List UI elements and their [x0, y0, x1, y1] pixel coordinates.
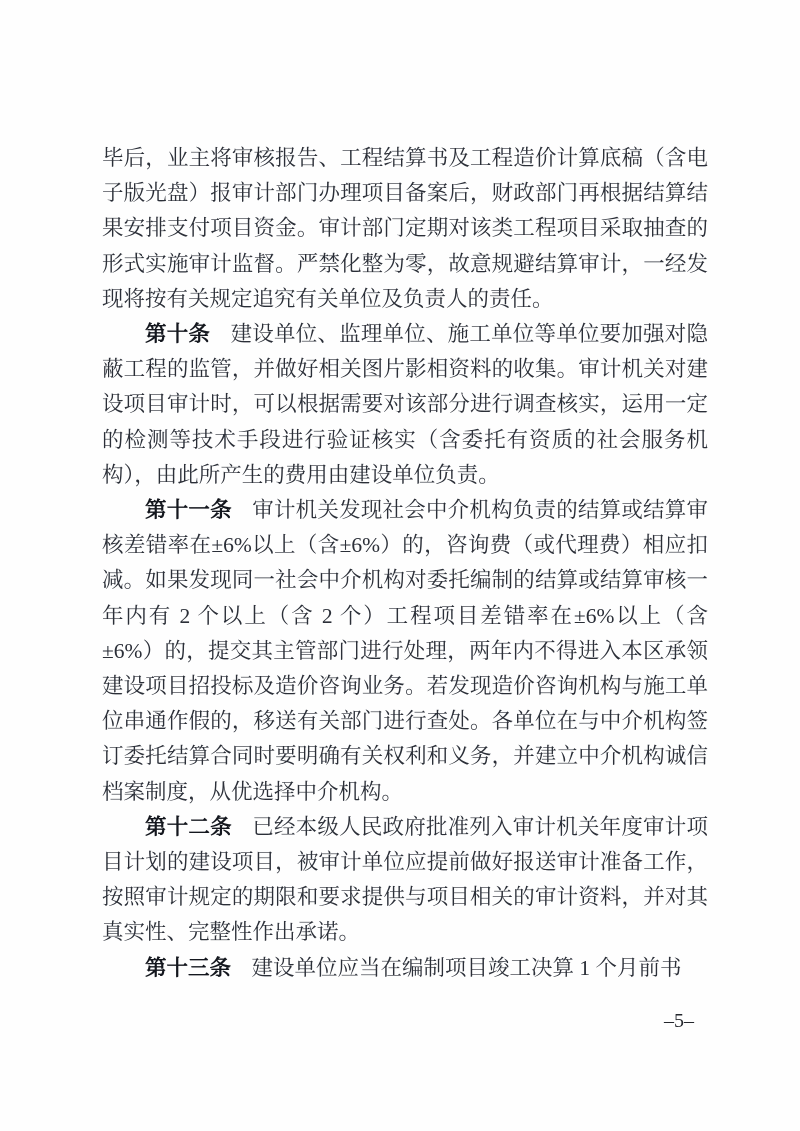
paragraph-text: 审计机关发现社会中介机构负责的结算或结算审核差错率在±6%以上（含±6%）的，咨询费（或代理费）相应扣减。如果发现同一社会中介机构对委托编制的结算或结算审核一年内有 2 个以上（含 2 个）工程项目差错率在±6%以上（含±6%）的，提交其主管部门进行处理，两年内不得进入本区承领建设项目招投标及造价咨询业务。若发现造价咨询机构与施工单位串通作假的，移送有关部门进行查处。各单位在与中介机构签订委托结算合同时要明确有关权利和义务，并建立中介机构诚信档案制度，从优选择中介机构。	[102, 498, 708, 804]
paragraph-article-12	[102, 810, 708, 951]
page-number: –5–	[664, 1010, 694, 1032]
article-heading: 第十三条	[145, 955, 232, 980]
paragraph-text: 建设单位、监理单位、施工单位等单位要加强对隐蔽工程的监管，并做好相关图片影相资料的收集。审计机关对建设项目审计时，可以根据需要对该部分进行调查核实，运用一定的检测等技术手段进行验证核实（含委托有资质的社会服务机构），由此所产生的费用由建设单位负责。	[102, 322, 708, 487]
article-heading: 第十条	[145, 322, 211, 347]
article-heading: 第十一条	[145, 498, 232, 523]
document-body	[102, 141, 708, 986]
paragraph-text: 已经本级人民政府批准列入审计机关年度审计项目计划的建设项目，被审计单位应提前做好报送审计准备工作，按照审计规定的期限和要求提供与项目相关的审计资料，并对其真实性、完整性作出承诺。	[102, 814, 708, 945]
paragraph-continuation	[102, 141, 708, 317]
paragraph-text: 建设单位应当在编制项目竣工决算 1 个月前书	[251, 955, 682, 980]
paragraph-article-11	[102, 493, 708, 810]
paragraph-text: 毕后，业主将审核报告、工程结算书及工程造价计算底稿（含电子版光盘）报审计部门办理项目备案后，财政部门再根据结算结果安排支付项目资金。审计部门定期对该类工程项目采取抽查的形式实施审计监督。严禁化整为零，故意规避结算审计，一经发现将按有关规定追究有关单位及负责人的责任。	[102, 146, 708, 311]
paragraph-article-13	[102, 951, 708, 986]
article-heading: 第十二条	[145, 814, 232, 839]
paragraph-article-10	[102, 317, 708, 493]
